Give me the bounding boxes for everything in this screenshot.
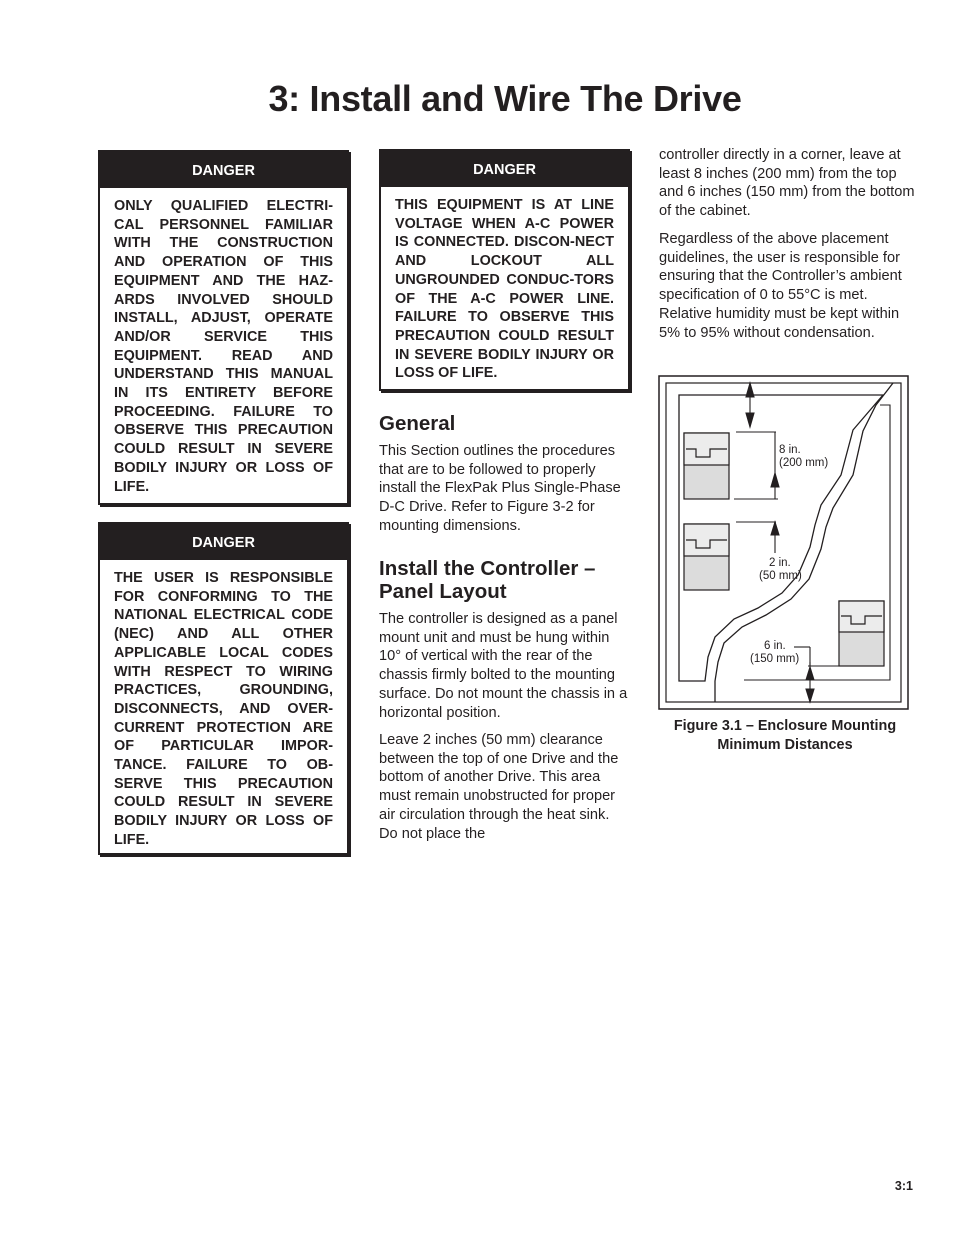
- danger-text: ONLY QUALIFIED ELECTRI-CAL PERSONNEL FAMILIAR WITH THE CONSTRUCTION AND OPERATION OF THIS EQUIPMENT AND THE HAZ-ARDS INVOLVED SHOULD INSTALL, ADJUST, OPERATE AND/OR SERVICE THIS EQUIPMENT. READ AND UNDERSTAND THIS MANUAL IN ITS ENTIRETY BEFORE PROCEEDING. FAILURE TO OBSERVE THIS PRECAUTION COULD RESULT IN SEVERE BODILY INJURY OR LOSS OF LIFE.: [114, 198, 333, 495]
- dimension-label-8in-line2: (200 mm): [779, 457, 829, 469]
- figure-caption: [655, 717, 915, 754]
- dimension-8in: [734, 383, 779, 499]
- continued-paragraph-2: Regardless of the above placement guidelines, the user is responsible for ensuring that the Controller’s ambient specification of 0 to 55°C is met. Relative humidity must be kept within 5% to 95% without condensation.: [659, 231, 902, 341]
- danger-box-qualified-personnel: [98, 150, 349, 505]
- dimension-label-8in-line1: 8 in.: [779, 444, 801, 456]
- figure-caption-line1: Figure 3.1 – Enclosure Mounting: [673, 718, 897, 734]
- continued-paragraph-1: controller directly in a corner, leave at least 8 inches (200 mm) from the top and 6 inches (150 mm) from the bottom of the cabinet.: [659, 147, 915, 220]
- page-title: 3: Install and Wire The Drive: [268, 78, 742, 119]
- dimension-2in: [736, 522, 779, 553]
- danger-text: THE USER IS RESPONSIBLE FOR CONFORMING TO THE NATIONAL ELECTRICAL CODE (NEC) AND ALL OTHER APPLICABLE LOCAL CODES WITH RESPECT TO WIRING PRACTICES, GROUNDING, DISCONNECTS, AND OVER-CURRENT PROTECTION ARE OF PARTICULAR IMPOR-TANCE. FAILURE TO OB-SERVE THIS PRECAUTION COULD RESULT IN SEVERE BODILY INJURY OR LOSS OF LIFE.: [114, 570, 333, 848]
- drive-unit-top: [684, 433, 729, 499]
- page-number: 3:1: [894, 1179, 913, 1193]
- enclosure-diagram: [658, 375, 910, 711]
- drive-unit-bottom: [839, 601, 884, 666]
- drive-unit-middle: [684, 524, 729, 590]
- general-paragraph: This Section outlines the procedures that are to be followed to properly install the FlexPak Plus Single-Phase D-C Drive. Refer to Figure 3-2 for mounting dimensions.: [379, 443, 621, 534]
- section-heading-general: General: [379, 412, 456, 435]
- danger-header: DANGER: [381, 151, 628, 187]
- enclosure-mounting-figure: [658, 375, 910, 711]
- danger-box-line-voltage: [379, 149, 630, 391]
- danger-text: THIS EQUIPMENT IS AT LINE VOLTAGE WHEN A-C POWER IS CONNECTED. DISCON-NECT AND LOCKOUT ALL UNGROUNDED CONDUC-TORS OF THE A-C POWER LINE. FAILURE TO OBSERVE THIS PRECAUTION COULD RESULT IN SEVERE BODILY INJURY OR LOSS OF LIFE.: [395, 197, 614, 382]
- danger-header: DANGER: [100, 152, 347, 188]
- install-paragraph-1: The controller is designed as a panel mount unit and must be hung within 10° of vertical with the rear of the chassis firmly bolted to the mounting surface. Do not mount the chassis in a horizontal position.: [379, 611, 628, 721]
- danger-header: DANGER: [100, 524, 347, 560]
- dimension-label-2in-line2: (50 mm): [759, 570, 802, 582]
- figure-caption-line2: Minimum Distances: [717, 736, 853, 753]
- dimension-label-6in-line2: (150 mm): [750, 653, 800, 665]
- dimension-label-2in-line1: 2 in.: [769, 557, 791, 569]
- dimension-6in: [794, 647, 840, 702]
- danger-box-user-responsibility: [98, 522, 349, 855]
- section-heading-install-controller: Install the Controller – Panel Layout: [379, 557, 596, 603]
- dimension-label-6in-line1: 6 in.: [764, 640, 786, 652]
- install-paragraph-2: Leave 2 inches (50 mm) clearance between the top of one Drive and the bottom of another Drive. This area must remain unobstructed for proper air circulation through the heat sink. Do not place the: [379, 732, 619, 842]
